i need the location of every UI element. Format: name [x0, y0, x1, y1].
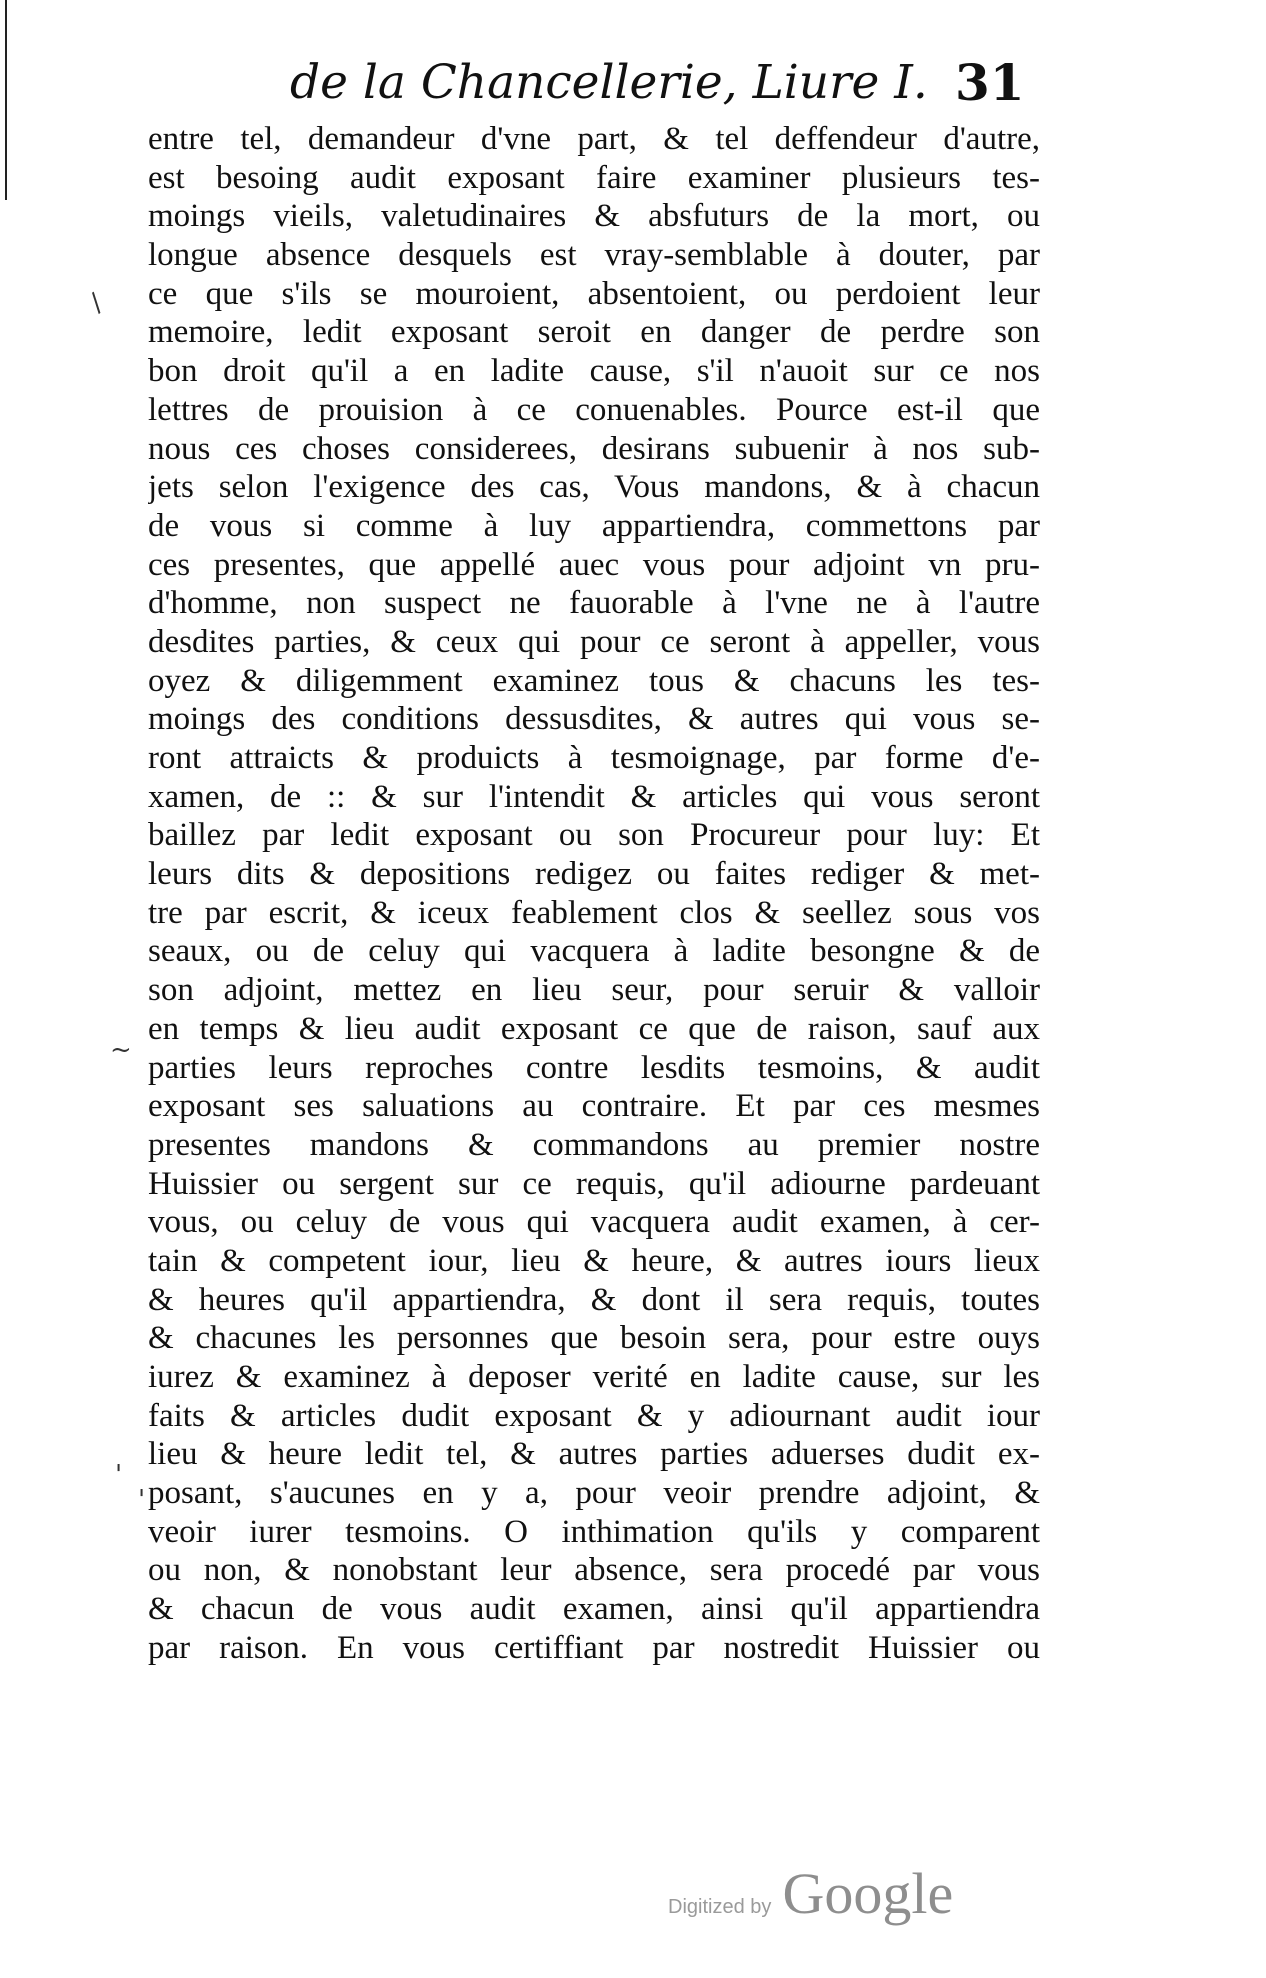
text-line: en temps & lieu audit exposant ce que de raison, sauf aux	[148, 1010, 1040, 1047]
text-line: est besoing audit exposant faire examiner plusieurs tes-	[148, 159, 1040, 196]
text-line: desdites parties, & ceux qui pour ce seront à appeller, vous	[148, 623, 1040, 660]
margin-mark: /	[84, 288, 109, 318]
text-line: vous, ou celuy de vous qui vacquera audit examen, à cer-	[148, 1204, 1040, 1241]
text-line: lieu & heure ledit tel, & autres parties aduerses dudit ex-	[148, 1436, 1040, 1473]
text-line: moings des conditions dessusdites, & autres qui vous se-	[148, 701, 1040, 738]
text-line: & chacunes les personnes que besoin sera, pour estre ouys	[148, 1320, 1040, 1357]
text-line: jets selon l'exigence des cas, Vous mandons, & à chacun	[148, 469, 1040, 506]
text-line: posant, s'aucunes en y a, pour veoir prendre adjoint, &	[148, 1475, 1040, 1512]
text-line: son adjoint, mettez en lieu seur, pour seruir & valloir	[148, 972, 1040, 1009]
text-line: moings vieils, valetudinaires & absfuturs de la mort, ou	[148, 198, 1040, 235]
text-line: Huissier ou sergent sur ce requis, qu'il adiourne pardeuant	[148, 1165, 1040, 1202]
text-line: de vous si comme à luy appartiendra, commettons par	[148, 507, 1040, 544]
text-line: ront attraicts & produicts à tesmoignage, par forme d'e-	[148, 740, 1040, 776]
text-line: ou non, & nonobstant leur absence, sera procedé par vous	[148, 1552, 1040, 1589]
text-line: ce que s'ils se mouroient, absentoient, ou perdoient leur	[148, 275, 1040, 312]
text-line: bon droit qu'il a en ladite cause, s'il n'auoit sur ce nos	[148, 353, 1040, 390]
body-text	[148, 120, 1040, 1668]
page-number: 31	[955, 53, 1025, 112]
text-line: parties leurs reproches contre lesdits tesmoins, & audit	[148, 1049, 1040, 1086]
margin-mark: ~	[110, 1035, 132, 1065]
text-line: seaux, ou de celuy qui vacquera à ladite besongne & de	[148, 933, 1040, 970]
text-line: ces presentes, que appellé auec vous pour adjoint vn pru-	[148, 546, 1040, 583]
text-line: exposant ses saluations au contraire. Et par ces mesmes	[148, 1088, 1040, 1125]
text-line: veoir iurer tesmoins. O inthimation qu'ils y comparent	[148, 1513, 1040, 1550]
text-line: longue absence desquels est vray-semblable à douter, par	[148, 237, 1040, 274]
text-line: presentes mandons & commandons au premier nostre	[148, 1126, 1040, 1163]
text-line: faits & articles dudit exposant & y adiournant audit iour	[148, 1397, 1040, 1434]
running-head-title: de la Chancellerie, Liure I.	[290, 55, 928, 110]
text-line: & heures qu'il appartiendra, & dont il sera requis, toutes	[148, 1281, 1040, 1318]
text-line: entre tel, demandeur d'vne part, & tel deffendeur d'autre,	[148, 121, 1040, 157]
google-logo: Google	[782, 1861, 954, 1926]
text-line: xamen, de :: & sur l'intendit & articles qui vous seront	[148, 778, 1040, 815]
text-line: d'homme, non suspect ne fauorable à l'vne ne à l'autre	[148, 585, 1040, 622]
text-line: nous ces choses considerees, desirans subuenir à nos sub-	[148, 430, 1040, 467]
text-line: oyez & diligemment examinez tous & chacuns les tes-	[148, 662, 1040, 699]
text-line: memoire, ledit exposant seroit en danger de perdre son	[148, 314, 1040, 351]
margin-mark: '	[138, 1485, 146, 1515]
text-line: tain & competent iour, lieu & heure, & autres iours lieux	[148, 1242, 1040, 1279]
text-line: baillez par ledit exposant ou son Procureur pour luy: Et	[148, 817, 1040, 854]
watermark-prefix: Digitized by	[668, 1896, 772, 1918]
digitized-watermark	[668, 1860, 1028, 1940]
text-line: tre par escrit, & iceux feablement clos & seellez sous vos	[148, 894, 1040, 931]
page-edge-rule	[5, 0, 7, 200]
margin-mark: '	[115, 1460, 123, 1490]
text-line: leurs dits & depositions redigez ou faites rediger & met-	[148, 856, 1040, 893]
text-line: & chacun de vous audit examen, ainsi qu'il appartiendra	[148, 1591, 1040, 1628]
text-line: iurez & examinez à deposer verité en ladite cause, sur les	[148, 1359, 1040, 1395]
text-line: lettres de prouision à ce conuenables. Pource est-il que	[148, 391, 1040, 428]
text-line: par raison. En vous certiffiant par nostredit Huissier ou	[148, 1629, 1040, 1666]
